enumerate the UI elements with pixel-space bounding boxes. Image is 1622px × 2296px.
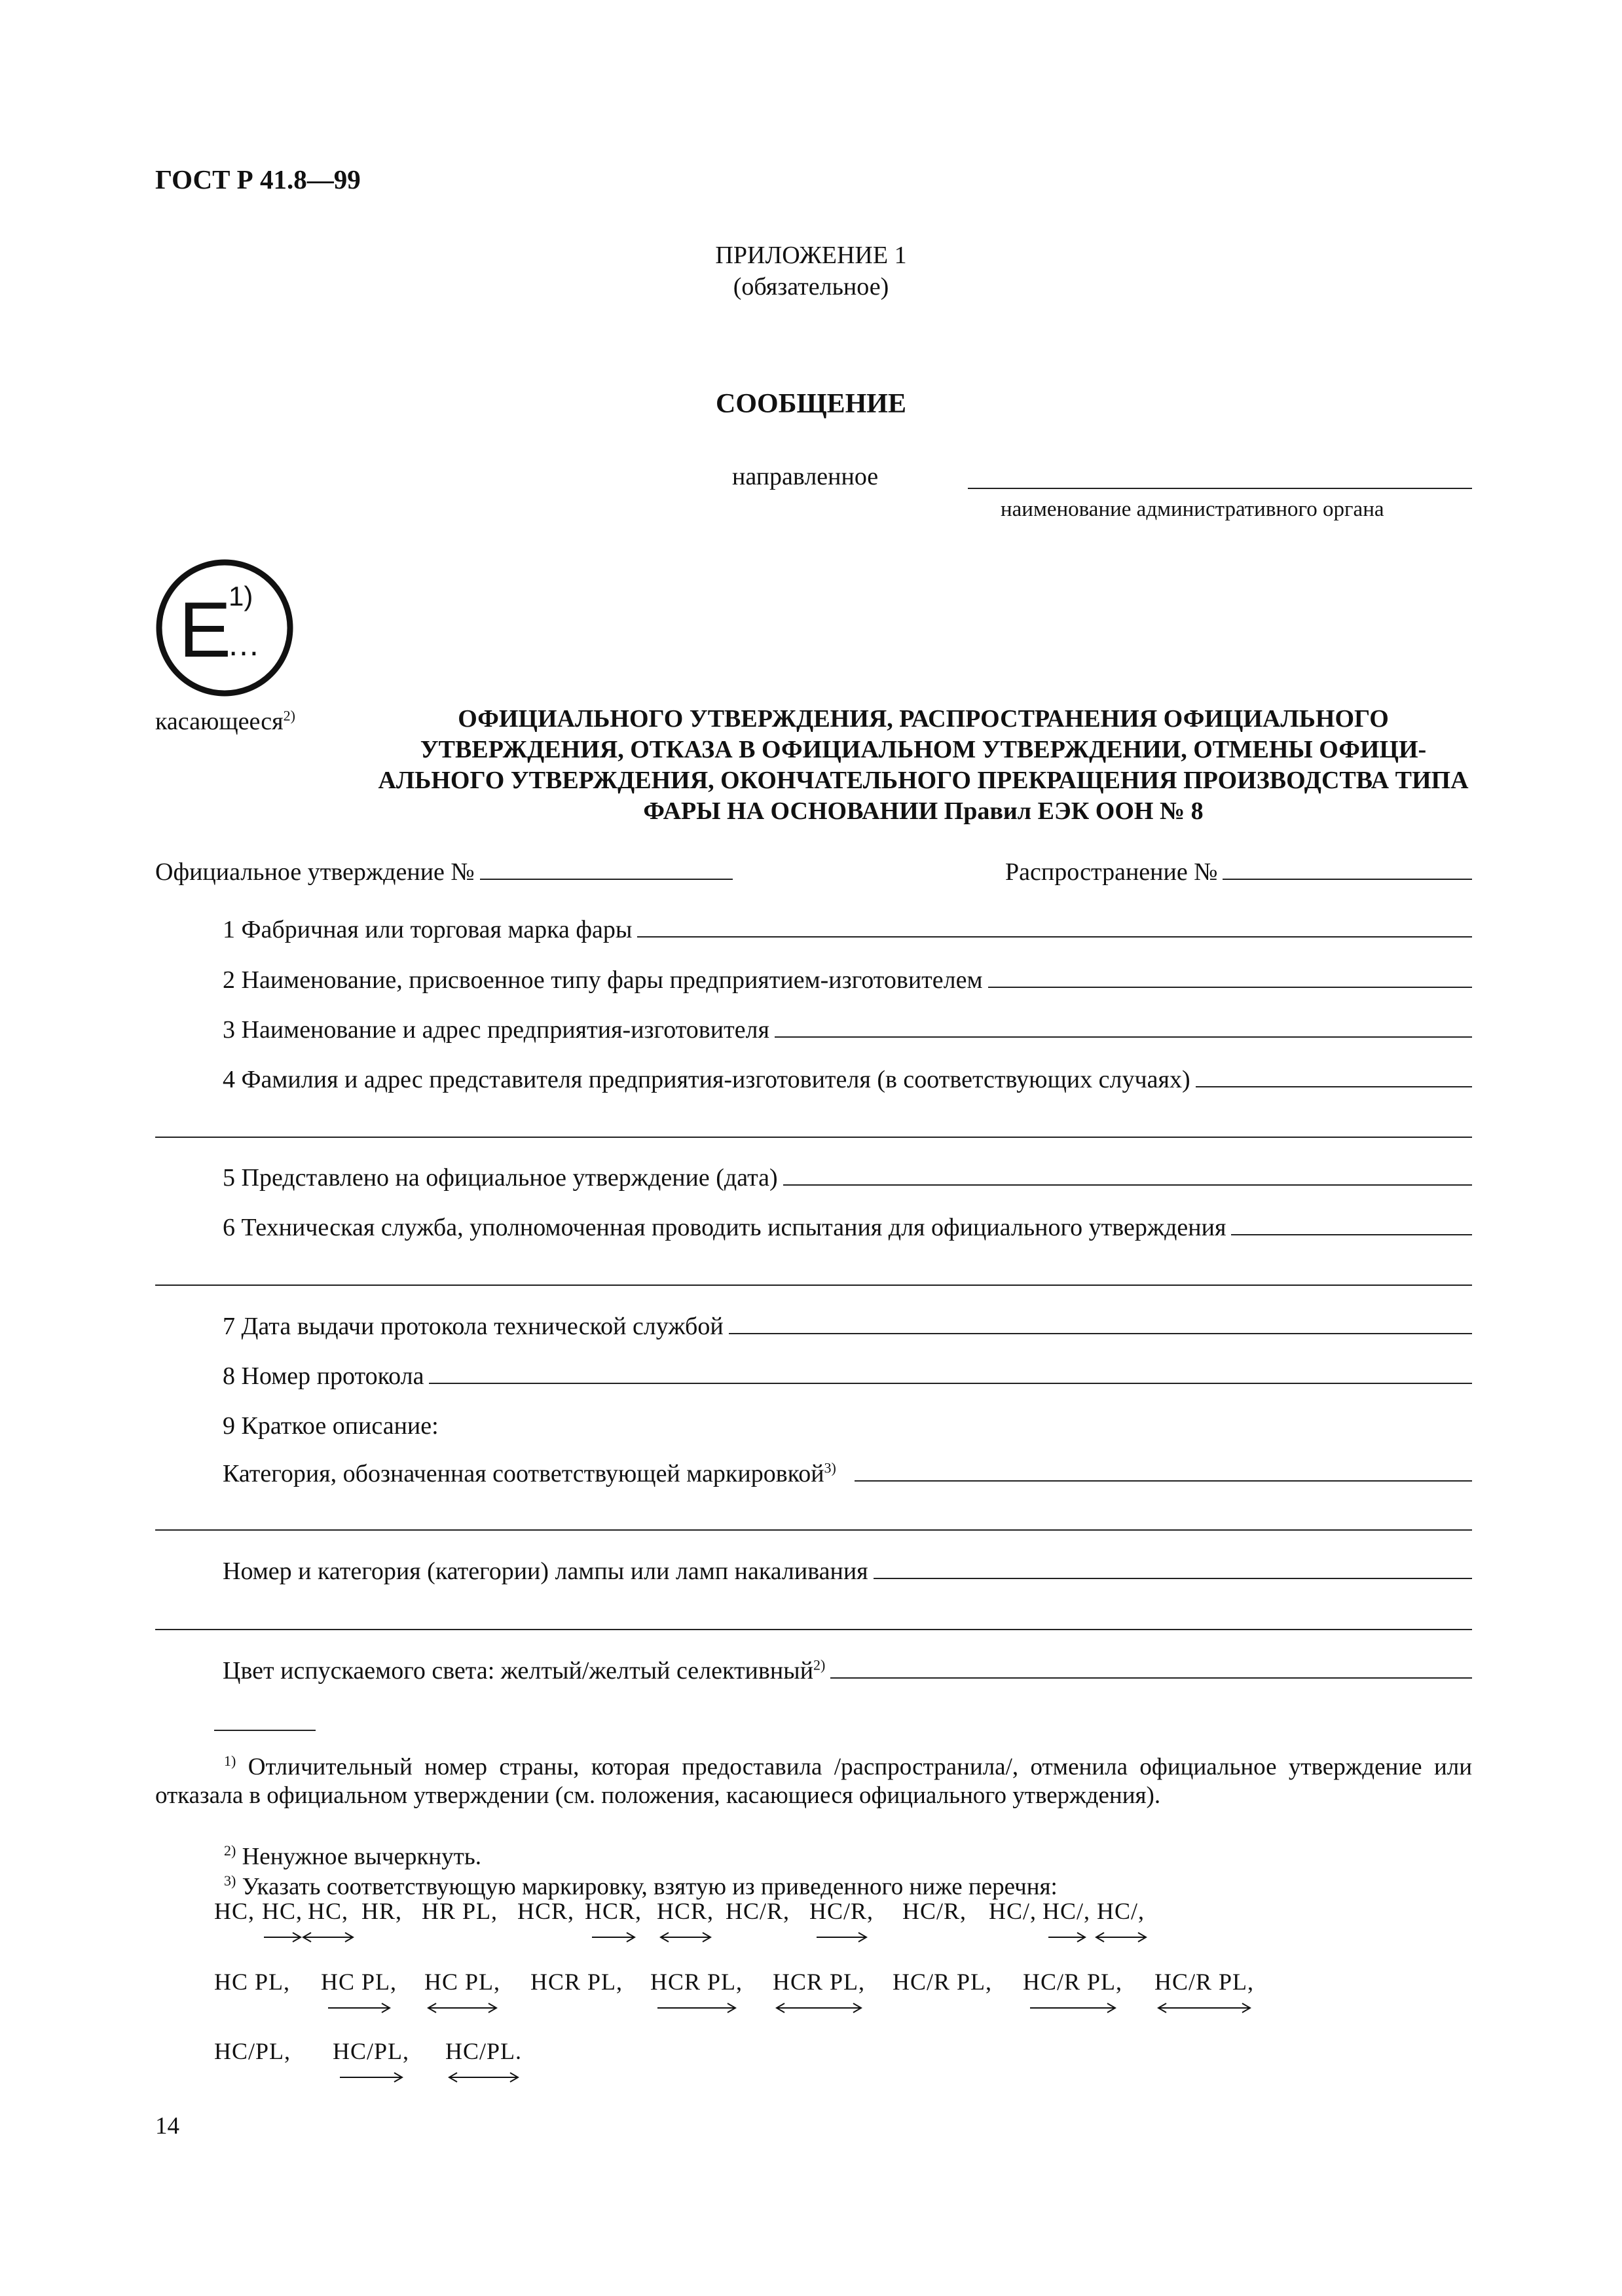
- appendix-title: ПРИЛОЖЕНИЕ 1: [715, 242, 907, 269]
- marking-code: HC/R PL,: [1023, 1969, 1123, 1995]
- appendix-note: (обязательное): [733, 273, 889, 301]
- marking-code: HC/PL,: [214, 2038, 291, 2064]
- lamp-continuation-line[interactable]: [155, 1629, 1472, 1630]
- document-title: СООБЩЕНИЕ: [716, 389, 906, 419]
- item-7-report-date[interactable]: 7 Дата выдачи протокола технической службой: [223, 1312, 1472, 1341]
- double-arrow-icon: [659, 1930, 712, 1944]
- double-arrow-icon: [302, 1930, 354, 1944]
- marking-code: HCR PL,: [530, 1969, 623, 1995]
- lamp-category-field[interactable]: Номер и категория (категории) лампы или ламп накаливания: [223, 1557, 1472, 1586]
- marking-code: HC/,: [989, 1898, 1037, 1924]
- footnote-rule: [214, 1730, 316, 1731]
- item-6-technical-service[interactable]: 6 Техническая служба, уполномоченная проводить испытания для официального утверждения: [223, 1213, 1472, 1242]
- footnote-1: $^{1)}$ Отличительный номер страны, которая предоставила /распространила/, отменила официальное утверждение или отказала в официальном утверждении (см. положения, касающиеся официального утверждения).: [155, 1753, 1473, 1810]
- approval-number-field[interactable]: Официальное утверждение №: [155, 858, 733, 886]
- marking-code: HC/R,: [809, 1898, 874, 1924]
- double-arrow-icon: [775, 2001, 862, 2015]
- item-5-submitted-date[interactable]: 5 Представлено на официальное утверждение (дата): [223, 1163, 1472, 1192]
- marking-code: HC PL,: [321, 1969, 397, 1995]
- item-8-report-number[interactable]: 8 Номер протокола: [223, 1362, 1472, 1391]
- svg-text:E: E: [179, 586, 232, 674]
- notice-heading: ОФИЦИАЛЬНОГО УТВЕРЖДЕНИЯ, РАСПРОСТРАНЕНИЯ ОФИЦИАЛЬНОГО УТВЕРЖДЕНИЯ, ОТКАЗА В ОФИЦИАЛЬНОМ УТВЕРЖДЕНИИ, ОТМЕНЫ ОФИЦИ-АЛЬНОГО УТВЕРЖДЕНИЯ, ОКОНЧАТЕЛЬНОГО ПРЕКРАЩЕНИЯ ПРОИЗВОДСТВА ТИПА ФАРЫ НА ОСНОВАНИИ Правил ЕЭК ООН № 8: [378, 705, 1469, 825]
- standard-number: ГОСТ Р 41.8—99: [155, 164, 361, 194]
- footnote-3: $^{3)}$ Указать соответствующую маркировку, взятую из приведенного ниже перечня:: [224, 1872, 1058, 1901]
- right-arrow-icon: [327, 2001, 391, 2015]
- right-arrow-icon: [591, 1930, 636, 1944]
- marking-code: HC/R,: [902, 1898, 967, 1924]
- sent-to-caption: наименование административного органа: [1001, 498, 1384, 521]
- right-arrow-icon: [263, 1930, 302, 1944]
- double-arrow-icon: [448, 2070, 519, 2085]
- item-1-trademark[interactable]: 1 Фабричная или торговая марка фары: [223, 915, 1472, 944]
- marking-code: HCR PL,: [650, 1969, 743, 1995]
- item-4-representative[interactable]: 4 Фамилия и адрес представителя предприятия-изготовителя (в соответствующих случаях): [223, 1065, 1472, 1094]
- category-continuation-line[interactable]: [155, 1529, 1472, 1531]
- marking-code: HC/PL,: [333, 2038, 410, 2064]
- marking-code: HC PL,: [424, 1969, 501, 1995]
- marking-code: HCR PL,: [773, 1969, 866, 1995]
- item-9-description: 9 Краткое описание:: [223, 1412, 439, 1440]
- marking-code: HCR,: [657, 1898, 714, 1924]
- right-arrow-icon: [1029, 2001, 1116, 2015]
- footnote-2: $^{2)}$ Ненужное вычеркнуть.: [224, 1842, 481, 1870]
- marking-code: HC/PL.: [445, 2038, 523, 2064]
- marking-code: HR,: [361, 1898, 403, 1924]
- marking-code: HC,: [214, 1898, 255, 1924]
- svg-text:…: …: [227, 626, 260, 663]
- extension-number-field[interactable]: Распространение №: [1005, 858, 1472, 886]
- sent-to-line[interactable]: [968, 488, 1472, 489]
- concerning-label: касающееся$^{2)}$: [155, 707, 295, 735]
- page-number: 14: [155, 2113, 179, 2140]
- e-mark-logo: [155, 558, 294, 697]
- marking-code: HC/R PL,: [893, 1969, 993, 1995]
- sent-to-label: направленное: [732, 463, 879, 490]
- marking-code: HC/R,: [726, 1898, 790, 1924]
- marking-code: HCR,: [517, 1898, 575, 1924]
- double-arrow-icon: [427, 2001, 498, 2015]
- marking-code: HC,: [262, 1898, 303, 1924]
- right-arrow-icon: [1047, 1930, 1086, 1944]
- svg-text:1): 1): [229, 581, 253, 611]
- double-arrow-icon: [1095, 1930, 1147, 1944]
- item-2-type-name[interactable]: 2 Наименование, присвоенное типу фары предприятием-изготовителем: [223, 966, 1472, 994]
- right-arrow-icon: [656, 2001, 737, 2015]
- category-field[interactable]: Категория, обозначенная соответствующей маркировкой$^{3)}$: [223, 1459, 1472, 1488]
- marking-code: HR PL,: [422, 1898, 498, 1924]
- marking-code: HC/R PL,: [1154, 1969, 1255, 1995]
- item-6-continuation-line[interactable]: [155, 1285, 1472, 1286]
- marking-code: HC/,: [1097, 1898, 1145, 1924]
- right-arrow-icon: [815, 1930, 868, 1944]
- light-color-field[interactable]: Цвет испускаемого света: желтый/желтый селективный$^{2)}$: [223, 1656, 1472, 1685]
- marking-code: HCR,: [585, 1898, 642, 1924]
- double-arrow-icon: [1157, 2001, 1251, 2015]
- item-3-manufacturer[interactable]: 3 Наименование и адрес предприятия-изготовителя: [223, 1015, 1472, 1044]
- marking-code: HC,: [308, 1898, 349, 1924]
- marking-code: HC/,: [1042, 1898, 1091, 1924]
- marking-code: HC PL,: [214, 1969, 291, 1995]
- item-4-continuation-line[interactable]: [155, 1137, 1472, 1138]
- right-arrow-icon: [339, 2070, 403, 2085]
